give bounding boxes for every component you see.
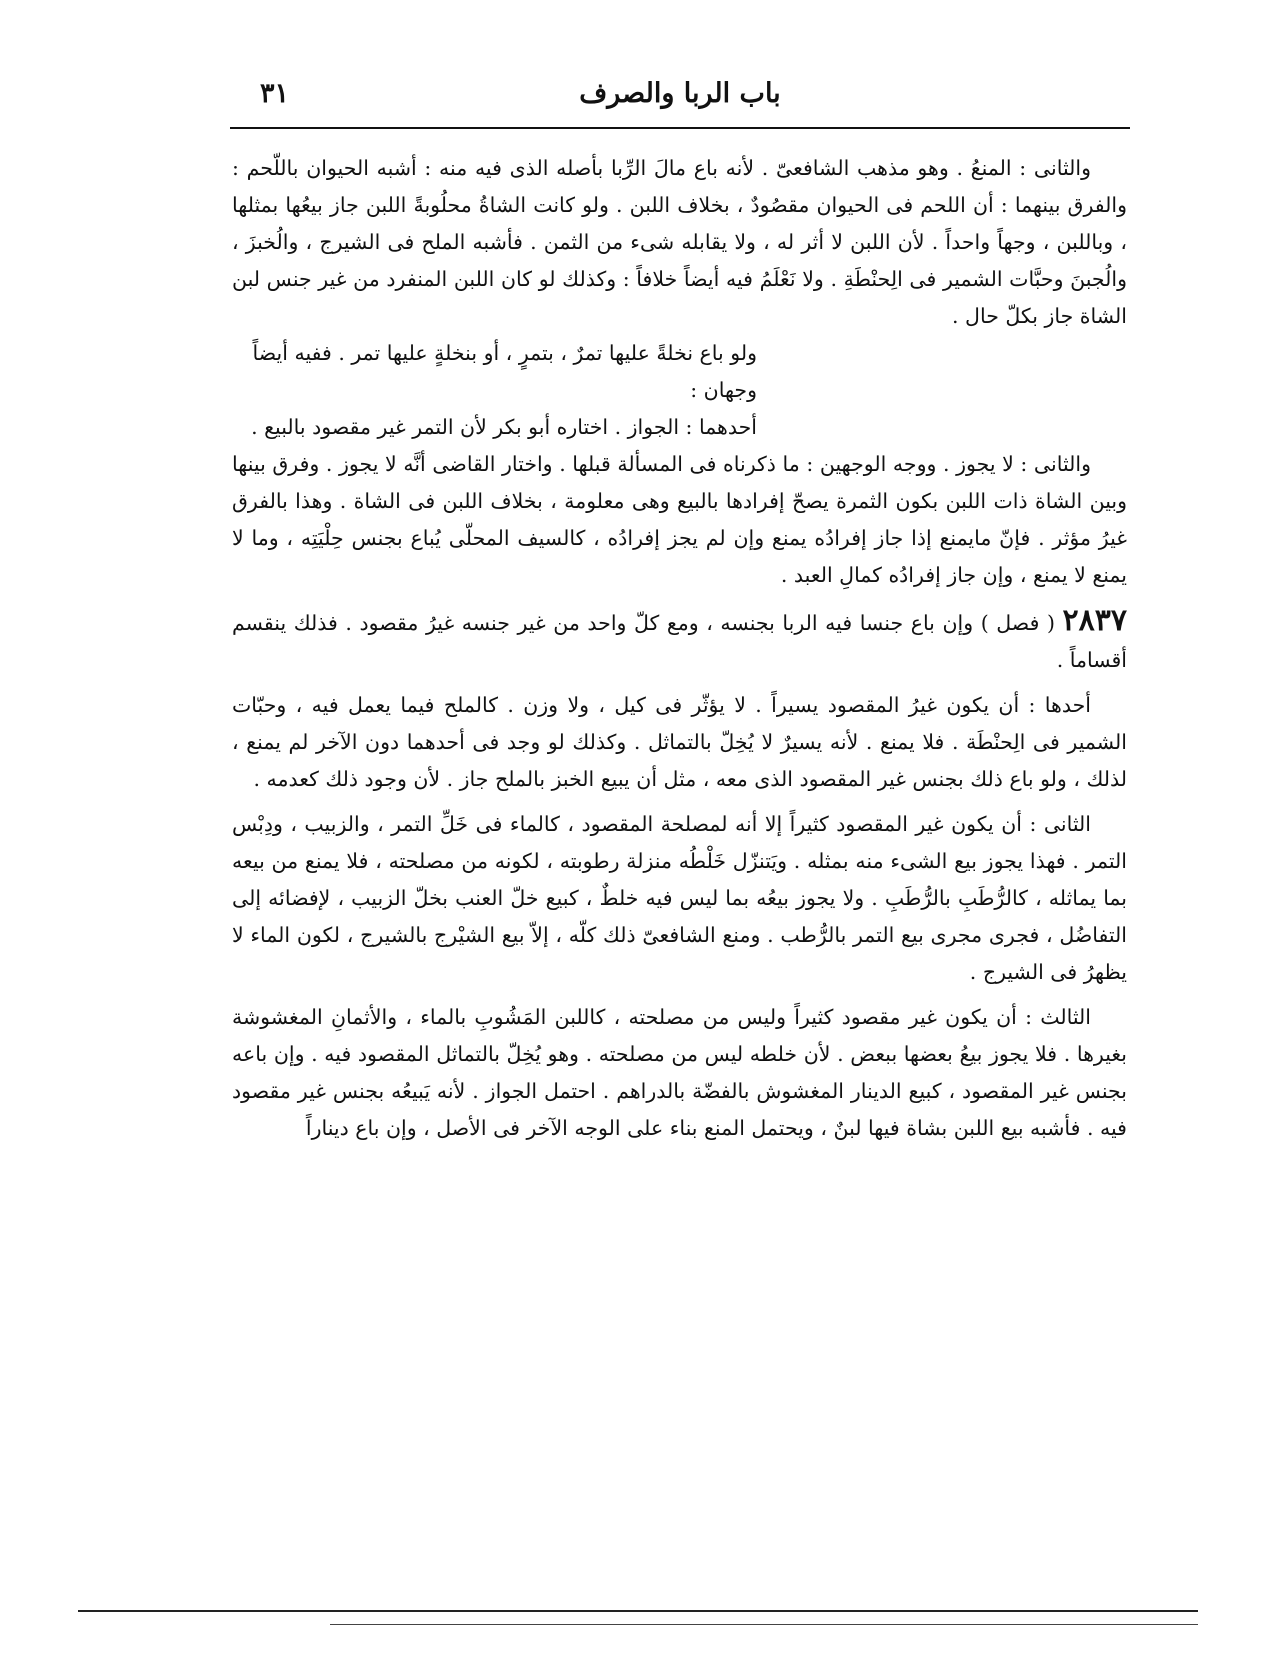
section-number: ٢٨٣٧: [1062, 603, 1127, 638]
header-rule: [230, 127, 1130, 129]
section-text: ( فصل ) وإن باع جنسا فيه الربا بجنسه ، ومع كلّ واحد من غير جنسه غيرُ مقصود . فذلك ينقسم أقساماً .: [232, 611, 1127, 672]
paragraph-4: والثانى : لا يجوز . ووجه الوجهين : ما ذكرناه فى المسألة قبلها . واختار القاضى أنَّه لا يجوز . وفرق بينها وبين الشاة ذات اللبن بكون الثمرة يصحّ إفرادها بالبيع وهى معلومة ، بخلاف اللبن فى الشاة . وهذا بالفرق غيرُ مؤثر . فإنّ مايمنع إذا جاز إفرادُه يمنع وإن لم يجز إفرادُه ، كالسيف المحلّى يُباع بجنس حِلْيَتِه ، وما لا يمنع لا يمنع ، وإن جاز إفرادُه كمالِ العبد .: [232, 452, 1127, 587]
paragraph-3: أحدهما : الجواز . اختاره أبو بكر لأن التمر غير مقصود بالبيع .: [251, 415, 757, 439]
body-text: [232, 150, 1127, 1147]
paragraph-2: ولو باع نخلةً عليها تمرٌ ، بتمرٍ ، أو بنخلةٍ عليها تمر . ففيه أيضاً وجهان :: [252, 341, 757, 402]
footer-rule: [78, 1610, 1198, 1612]
footer-rule-secondary: [330, 1624, 1198, 1625]
paragraph-1: والثانى : المنعُ . وهو مذهب الشافعىّ . لأنه باع مالَ الرِّبا بأصله الذى فيه منه : أشبه الحيوان باللّحم : والفرق بينهما : أن اللحم فى الحيوان مقصُودٌ ، بخلاف اللبن . ولو كانت الشاةُ محلُوبةً اللبن جاز بيعُها بمثلها ، وباللبن ، وجهاً واحداً . لأن اللبن لا أثر له ، ولا يقابله شىء من الثمن . فأشبه الملح فى الشيرج ، والُخبزَ ، والُجبنَ وحبَّات الشمير فى الِحنْطَةِ . ولا نَعْلَمُ فيه أيضاً خلافاً : وكذلك لو كان اللبن المنفرد من غير جنس لبن الشاة جاز بكلّ حال .: [232, 156, 1127, 328]
paragraph-8: الثالث : أن يكون غير مقصود كثيراً وليس من مصلحته ، كاللبن المَشُوبِ بالماء ، والأثمانِ المغشوشة بغيرها . فلا يجوز بيعُ بعضها ببعض . لأن خلطه ليس من مصلحته . وهو يُخِلّ بالتماثل المقصود فيه . وإن باعه بجنس غير المقصود ، كبيع الدينار المغشوش بالفضّة بالدراهم . احتمل الجواز . لأنه يَبيعُه بجنس غير مقصود فيه . فأشبه بيع اللبن بشاة فيها لبنٌ ، ويحتمل المنع بناء على الوجه الآخر فى الأصل ، وإن باع ديناراً: [232, 1005, 1127, 1140]
paragraph-6: أحدها : أن يكون غيرُ المقصود يسيراً . لا يؤثّر فى كيل ، ولا وزن . كالملح فيما يعمل فيه ، وحبّات الشمير فى الِحنْطَة . فلا يمنع . لأنه يسيرٌ لا يُخِلّ بالتماثل . وكذلك لو وجد فى أحدهما دون الآخر لم يمنع ، لذلك ، ولو باع ذلك بجنس غير المقصود الذى معه ، مثل أن يبيع الخبز بالملح جاز . لأن وجود ذلك كعدمه .: [232, 693, 1127, 791]
paragraph-7: الثانى : أن يكون غير المقصود كثيراً إلا أنه لمصلحة المقصود ، كالماء فى خَلِّ التمر ، والزبيب ، ودِبْس التمر . فهذا يجوز بيع الشىء منه بمثله . ويَتنزّل خَلْطُه منزلة رطوبته ، لكونه من مصلحته ، فلا يمنع من بيعه بما يماثله ، كالرُّطَبِ بالرُّطَبِ . ولا يجوز بيعُه بما ليس فيه خلطٌ ، كبيع خلّ العنب بخلّ الزبيب ، لإفضائه إلى التفاضُل ، فجرى مجرى بيع التمر بالرُّطب . ومنع الشافعىّ ذلك كلّه ، إلاّ بيع الشيْرج بالشيرج ، لكون الماء لا يظهرُ فى الشيرج .: [232, 812, 1127, 984]
chapter-title: باب الربا والصرف: [579, 78, 781, 109]
page-number: ٣١: [260, 78, 290, 109]
running-header: [230, 78, 1130, 118]
section-paragraph: [232, 602, 1127, 679]
